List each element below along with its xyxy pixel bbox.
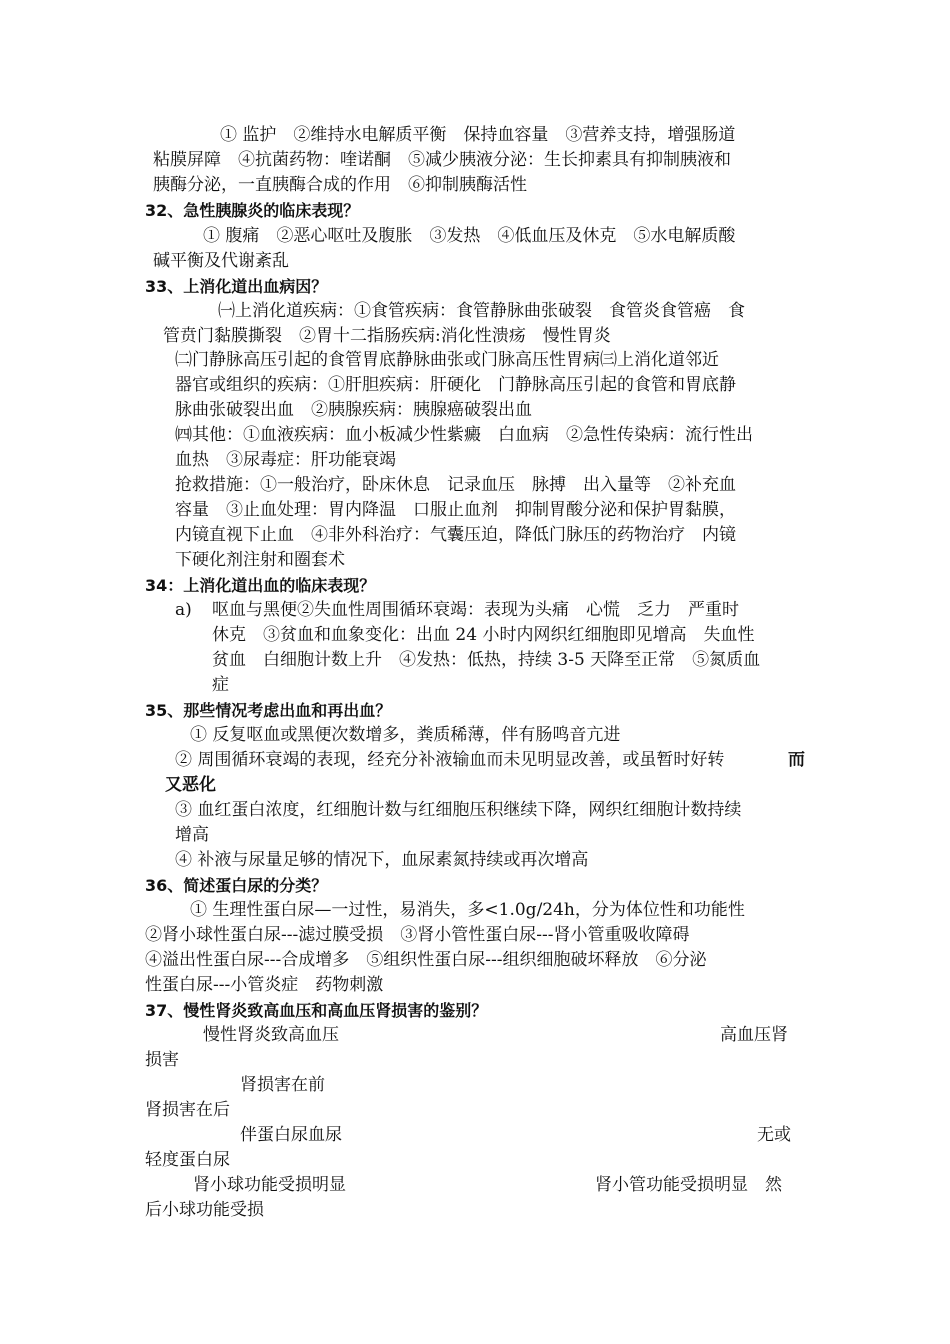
text-line: 管贲门黏膜撕裂 ②胃十二指肠疾病:消化性溃疡 慢性胃炎 xyxy=(163,326,611,346)
text-line: ③ 血红蛋白浓度，红细胞计数与红细胞压积继续下降，网织红细胞计数持续 xyxy=(175,800,742,820)
question-heading-36: 36、简述蛋白尿的分类？ xyxy=(145,876,328,895)
text-line: ④ 补液与尿量足够的情况下，血尿素氮持续或再次增高 xyxy=(175,850,589,870)
text-line: 脉曲张破裂出血 ②胰腺疾病：胰腺癌破裂出血 xyxy=(175,400,532,420)
text-line: 下硬化剂注射和圈套术 xyxy=(175,550,345,570)
comparison-cell: 伴蛋白尿血尿 xyxy=(240,1125,342,1145)
text-line: ① 生理性蛋白尿—一过性，易消失，多<1.0g/24h，分为体位性和功能性 xyxy=(190,900,745,920)
text-line: 器官或组织的疾病：①肝胆疾病：肝硬化 门静脉高压引起的食管和胃底静 xyxy=(175,375,736,395)
text-line: ㈠上消化道疾病：①食管疾病：食管静脉曲张破裂 食管炎食管癌 食 xyxy=(218,301,745,321)
question-heading-34: 34：上消化道出血的临床表现？ xyxy=(145,576,376,595)
text-line: ① 监护 ②维持水电解质平衡 保持血容量 ③营养支持，增强肠道 xyxy=(220,125,736,145)
text-line: ① 反复呕血或黑便次数增多，粪质稀薄，伴有肠鸣音亢进 xyxy=(190,725,621,745)
text-line: 抢救措施：①一般治疗，卧床休息 记录血压 脉搏 出入量等 ②补充血 xyxy=(175,475,736,495)
question-heading-37: 37、慢性肾炎致高血压和高血压肾损害的鉴别？ xyxy=(145,1001,488,1020)
comparison-cell: 损害 xyxy=(145,1050,179,1070)
text-line: 贫血 白细胞计数上升 ④发热：低热，持续 3-5 天降至正常 ⑤氮质血 xyxy=(212,650,761,670)
text-line: 休克 ③贫血和血象变化：出血 24 小时内网织红细胞即见增高 失血性 xyxy=(212,625,755,645)
text-line: 容量 ③止血处理：胃内降温 口服止血剂 抑制胃酸分泌和保护胃黏膜， xyxy=(175,500,736,520)
text-line: ② 周围循环衰竭的表现，经充分补液输血而未见明显改善，或虽暂时好转 xyxy=(175,750,725,770)
text-line: ④溢出性蛋白尿---合成增多 ⑤组织性蛋白尿---组织细胞破坏释放 ⑥分泌 xyxy=(145,950,707,970)
comparison-cell: 肾小球功能受损明显 xyxy=(193,1175,346,1195)
text-line: 碱平衡及代谢紊乱 xyxy=(153,251,289,271)
text-line: 症 xyxy=(212,675,229,695)
text-line: 内镜直视下止血 ④非外科治疗：气囊压迫，降低门脉压的药物治疗 内镜 xyxy=(175,525,736,545)
text-line: 粘膜屏障 ④抗菌药物：喹诺酮 ⑤减少胰液分泌：生长抑素具有抑制胰液和 xyxy=(153,150,731,170)
text-line: ②肾小球性蛋白尿---滤过膜受损 ③肾小管性蛋白尿---肾小管重吸收障碍 xyxy=(145,925,690,945)
text-line: 增高 xyxy=(175,825,209,845)
text-line: ① 腹痛 ②恶心呕吐及腹胀 ③发热 ④低血压及休克 ⑤水电解质酸 xyxy=(203,226,736,246)
question-heading-33: 33、上消化道出血病因？ xyxy=(145,277,328,296)
comparison-cell: 后小球功能受损 xyxy=(145,1200,264,1220)
comparison-cell: 无或 xyxy=(757,1125,791,1145)
comparison-cell: 轻度蛋白尿 xyxy=(145,1150,230,1170)
text-line: 血热 ③尿毒症：肝功能衰竭 xyxy=(175,450,396,470)
list-marker: a) xyxy=(175,600,192,620)
text-line: 呕血与黑便②失血性周围循环衰竭：表现为头痛 心慌 乏力 严重时 xyxy=(212,600,739,620)
comparison-cell: 肾损害在前 xyxy=(240,1075,325,1095)
comparison-cell: 高血压肾 xyxy=(720,1025,788,1045)
comparison-cell: 慢性肾炎致高血压 xyxy=(203,1025,339,1045)
text-line: ㈡门静脉高压引起的食管胃底静脉曲张或门脉高压性胃病㈢上消化道邻近 xyxy=(175,350,719,370)
text-line: 而 xyxy=(788,750,805,770)
comparison-cell: 肾小管功能受损明显 然 xyxy=(595,1175,782,1195)
text-line: 性蛋白尿---小管炎症 药物刺激 xyxy=(145,975,384,995)
text-line: ㈣其他：①血液疾病：血小板减少性紫癜 白血病 ②急性传染病：流行性出 xyxy=(175,425,753,445)
question-heading-35: 35、那些情况考虑出血和再出血？ xyxy=(145,701,392,720)
text-line: 又恶化 xyxy=(165,775,216,795)
comparison-cell: 肾损害在后 xyxy=(145,1100,230,1120)
text-line: 胰酶分泌，一直胰酶合成的作用 ⑥抑制胰酶活性 xyxy=(153,175,527,195)
question-heading-32: 32、急性胰腺炎的临床表现？ xyxy=(145,201,360,220)
